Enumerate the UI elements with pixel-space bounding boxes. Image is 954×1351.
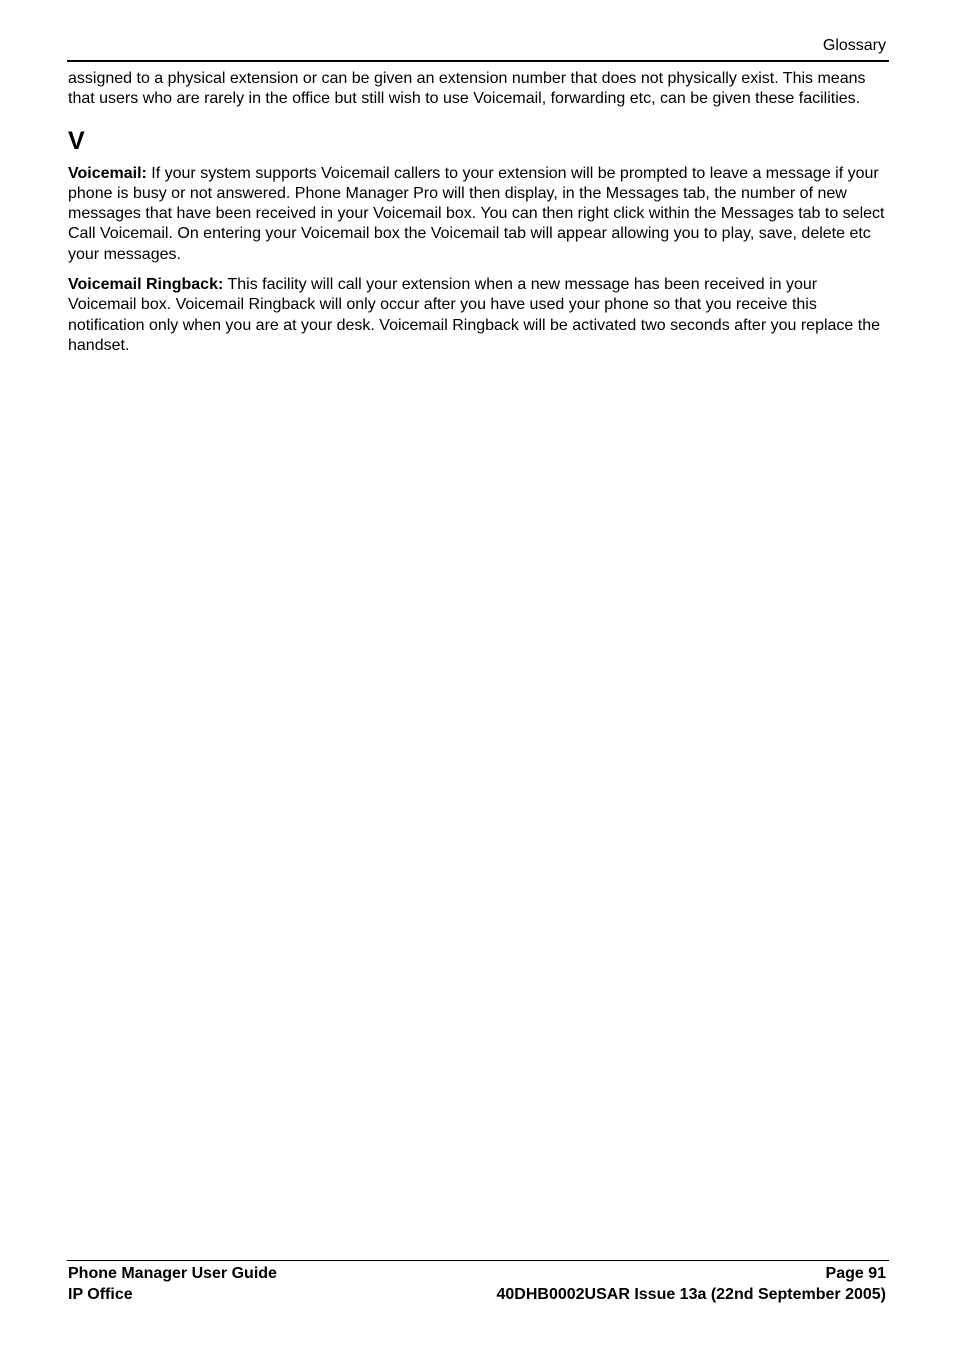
footer-document-id: 40DHB0002USAR Issue 13a (22nd September 2005) xyxy=(496,1285,886,1303)
header-section-title: Glossary xyxy=(822,37,886,54)
glossary-definition: If your system supports Voicemail callers to your extension will be prompted to leave a message if your phone is busy or not answered. Phone Manager Pro will then display, in the Messages tab, the number of new messages that have been received in your Voicemail box. You can then right click within the Messages tab to select Call Voicemail. On entering your Voicemail box the Voicemail tab will appear allowing you to play, save, delete etc your messages. xyxy=(68,164,885,263)
footer-row-2 xyxy=(67,1285,889,1306)
glossary-definition: This facility will call your extension when a new message has been received in your Voicemail box. Voicemail Ringback will only occur after you have used your phone so that you receive this notification only when you are at your desk. Voicemail Ringback will be activated two seconds after you replace the handset. xyxy=(68,276,880,354)
page-header xyxy=(67,36,889,62)
section-heading-letter: V xyxy=(68,126,85,155)
page-footer xyxy=(67,1260,889,1305)
footer-product: IP Office xyxy=(68,1285,133,1303)
glossary-term: Voicemail: xyxy=(68,164,147,182)
glossary-entry-voicemail xyxy=(68,164,888,265)
glossary-entry-voicemail-ringback xyxy=(68,275,888,356)
footer-row-1 xyxy=(67,1264,889,1285)
continued-paragraph: assigned to a physical extension or can be given an extension number that does not physically exist. This means that users who are rarely in the office but still wish to use Voicemail, forwarding etc, can be given these facilities. xyxy=(68,70,866,108)
glossary-term: Voicemail Ringback: xyxy=(68,276,224,294)
footer-guide-title: Phone Manager User Guide xyxy=(68,1265,277,1282)
page-content xyxy=(68,69,888,356)
footer-page-number: Page 91 xyxy=(825,1265,886,1282)
